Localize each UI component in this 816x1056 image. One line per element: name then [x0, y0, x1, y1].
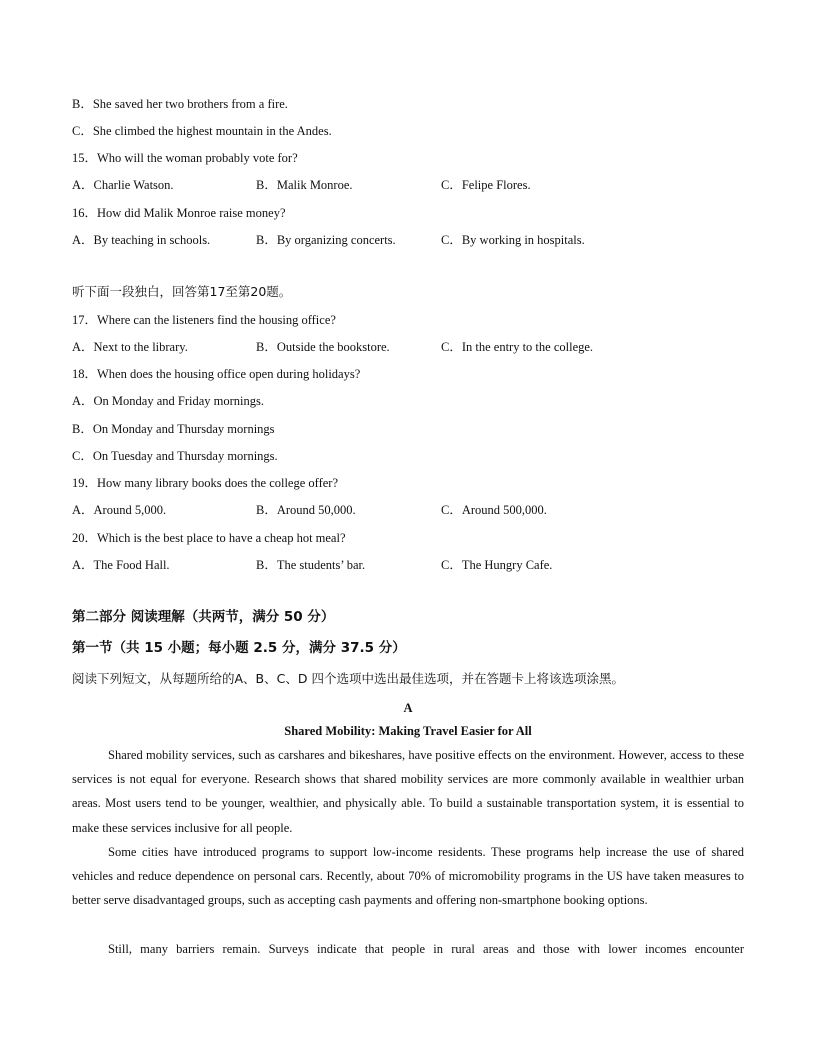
passage-paragraph-2: Some cities have introduced programs to support low-income residents. These programs help increase the use of shared vehicles and reduce dependence on personal cars. Recently, about 70% of micromobility programs in the US have taken measures to better serve disadvantaged groups, such as accepting cash payments and offering non-smartphone booking options. — [72, 845, 744, 908]
q17-option-c: C．In the entry to the college. — [441, 340, 594, 354]
q16-stem: 16．How did Malik Monroe raise money? — [72, 206, 286, 220]
q15-option-b: B．Malik Monroe. — [256, 178, 353, 192]
q15-option-a: A．Charlie Watson. — [72, 178, 174, 192]
q18-option-c: C．On Tuesday and Thursday mornings. — [72, 449, 278, 463]
q18-option-b: B．On Monday and Thursday mornings — [72, 422, 275, 436]
q17-stem: 17．Where can the listeners find the housing office? — [72, 313, 336, 327]
q20-stem: 20．Which is the best place to have a cheap hot meal? — [72, 531, 346, 545]
q17-option-a: A．Next to the library. — [72, 340, 188, 354]
q16-option-b: B．By organizing concerts. — [256, 233, 396, 247]
passage-paragraph-3: Still, many barriers remain. Surveys indicate that people in rural areas and those with lower incomes encounter — [108, 942, 744, 956]
passage-title: Shared Mobility: Making Travel Easier for All — [284, 724, 532, 738]
q18-stem: 18．When does the housing office open during holidays? — [72, 367, 361, 381]
passage-paragraph-1: Shared mobility services, such as carshares and bikeshares, have positive effects on the environment. However, access to these services is not equal for everyone. Research shows that shared mobility services are more commonly available in wealthier urban areas. Most users tend to be younger, wealthier, and physically able. To build a sustainable transportation system, it is essential to make these services inclusive for all people. — [72, 748, 744, 835]
q19-option-b: B．Around 50,000. — [256, 503, 356, 517]
q15-stem: 15．Who will the woman probably vote for? — [72, 151, 298, 165]
q19-option-a: A．Around 5,000. — [72, 503, 167, 517]
q18-option-a: A．On Monday and Friday mornings. — [72, 394, 264, 408]
q19-stem: 19．How many library books does the college offer? — [72, 476, 339, 490]
part2-title: 第二部分 阅读理解（共两节，满分 50 分） — [72, 609, 335, 625]
reading-instruction: 阅读下列短文，从每题所给的A、B、C、D 四个选项中选出最佳选项，并在答题卡上将该选项涂黑。 — [72, 671, 624, 686]
q20-option-c: C．The Hungry Cafe. — [441, 558, 553, 572]
q16-option-a: A．By teaching in schools. — [72, 233, 211, 247]
q16-option-c: C．By working in hospitals. — [441, 233, 585, 247]
section1-title: 第一节（共 15 小题；每小题 2.5 分，满分 37.5 分） — [72, 640, 406, 656]
q14-option-b: B．She saved her two brothers from a fire. — [72, 97, 288, 111]
q20-option-b: B．The students’ bar. — [256, 558, 366, 572]
q20-option-a: A．The Food Hall. — [72, 558, 170, 572]
q14-option-c: C．She climbed the highest mountain in the Andes. — [72, 124, 332, 138]
q19-option-c: C．Around 500,000. — [441, 503, 547, 517]
q15-option-c: C．Felipe Flores. — [441, 178, 531, 192]
q17-option-b: B．Outside the bookstore. — [256, 340, 390, 354]
monologue-instruction: 听下面一段独白，回答第17至第20题。 — [72, 284, 292, 299]
passage-letter: A — [403, 701, 413, 715]
